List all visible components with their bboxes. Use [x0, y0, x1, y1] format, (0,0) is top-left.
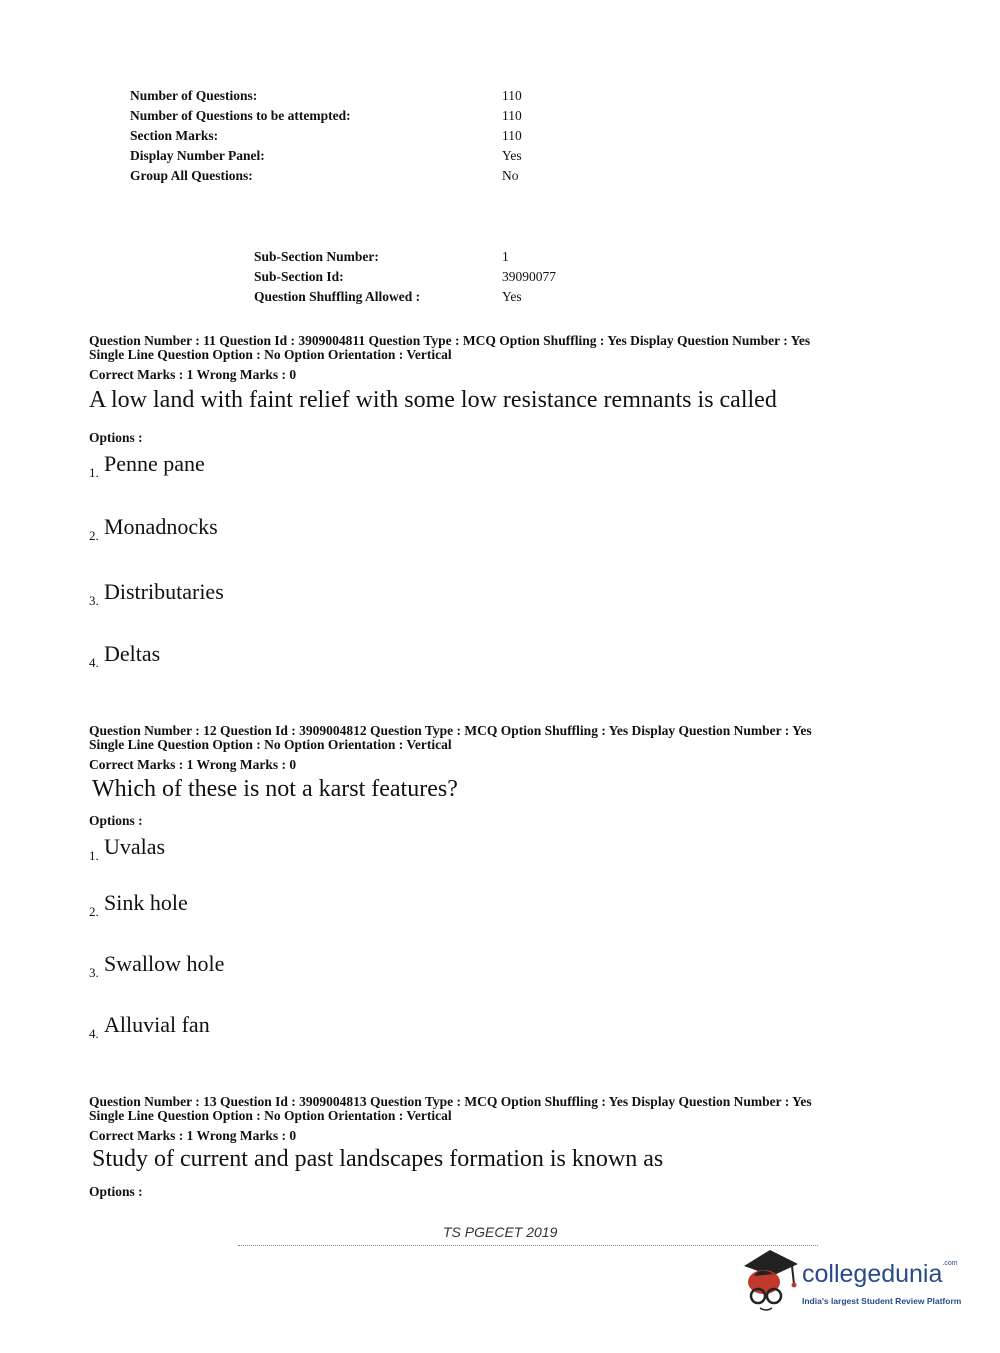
subsection-label: Sub-Section Id:	[254, 269, 344, 284]
subsection-value: Yes	[502, 289, 522, 304]
option-item[interactable]	[89, 579, 224, 609]
option-item[interactable]	[89, 890, 188, 920]
question-meta-2: Single Line Question Option : No Option Orientation : Vertical	[89, 347, 452, 362]
section-value: No	[502, 168, 519, 183]
logo-suffix: .com	[942, 1260, 958, 1267]
subsection-label: Sub-Section Number:	[254, 249, 379, 264]
option-text: Uvalas	[104, 834, 166, 859]
options-label: Options :	[89, 1184, 143, 1199]
question-meta: Question Number : 11 Question Id : 3909004811 Question Type : MCQ Option Shuffling : Yes Display Question Number : Yes	[89, 333, 811, 348]
option-number: 1.	[89, 848, 99, 863]
option-number: 4.	[89, 1026, 99, 1041]
question-text: A low land with faint relief with some low resistance remnants is called	[89, 387, 777, 413]
logo-wordmark	[802, 1260, 958, 1289]
option-item[interactable]	[89, 451, 205, 481]
option-number: 4.	[89, 655, 99, 670]
question-text: Study of current and past landscapes formation is known as	[92, 1146, 664, 1172]
logo-name: collegedunia	[802, 1260, 943, 1288]
option-text: Penne pane	[104, 451, 205, 476]
option-item[interactable]	[89, 1012, 210, 1042]
option-number: 2.	[89, 904, 99, 919]
subsection-label: Question Shuffling Allowed :	[254, 289, 421, 304]
question-marks: Correct Marks : 1 Wrong Marks : 0	[89, 757, 297, 772]
subsection-value: 1	[502, 249, 509, 264]
section-value: Yes	[502, 148, 522, 163]
option-item[interactable]	[89, 514, 218, 544]
option-item[interactable]	[89, 834, 165, 864]
question-meta: Question Number : 12 Question Id : 3909004812 Question Type : MCQ Option Shuffling : Yes Display Question Number : Yes	[89, 723, 812, 738]
options-label: Options :	[89, 813, 143, 828]
footer-divider	[238, 1245, 818, 1246]
question-meta: Question Number : 13 Question Id : 3909004813 Question Type : MCQ Option Shuffling : Yes Display Question Number : Yes	[89, 1094, 812, 1109]
option-item[interactable]	[89, 951, 224, 981]
section-label: Group All Questions:	[130, 168, 253, 183]
option-text: Distributaries	[104, 579, 224, 604]
option-number: 2.	[89, 528, 99, 543]
option-number: 1.	[89, 465, 99, 480]
question-marks: Correct Marks : 1 Wrong Marks : 0	[89, 367, 297, 382]
logo-tagline: India's largest Student Review Platform	[802, 1296, 962, 1306]
option-text: Swallow hole	[104, 951, 225, 976]
option-number: 3.	[89, 593, 99, 608]
question-text: Which of these is not a karst features?	[92, 776, 458, 802]
option-text: Sink hole	[104, 890, 188, 915]
section-value: 110	[502, 128, 522, 143]
option-text: Monadnocks	[104, 514, 218, 539]
collegedunia-logo	[740, 1246, 980, 1318]
question-meta-2: Single Line Question Option : No Option Orientation : Vertical	[89, 1108, 452, 1123]
subsection-value: 39090077	[502, 269, 556, 284]
option-number: 3.	[89, 965, 99, 980]
question-meta-2: Single Line Question Option : No Option Orientation : Vertical	[89, 737, 452, 752]
section-label: Number of Questions to be attempted:	[130, 108, 351, 123]
section-label: Display Number Panel:	[130, 148, 265, 163]
section-label: Section Marks:	[130, 128, 219, 143]
section-value: 110	[502, 88, 522, 103]
option-text: Deltas	[104, 641, 161, 666]
section-value: 110	[502, 108, 522, 123]
section-label: Number of Questions:	[130, 88, 258, 103]
question-marks: Correct Marks : 1 Wrong Marks : 0	[89, 1128, 297, 1143]
page-footer-title: TS PGECET 2019	[443, 1224, 558, 1240]
option-text: Alluvial fan	[104, 1012, 210, 1037]
mascot-icon	[740, 1246, 802, 1314]
option-item[interactable]	[89, 641, 160, 671]
options-label: Options :	[89, 430, 143, 445]
